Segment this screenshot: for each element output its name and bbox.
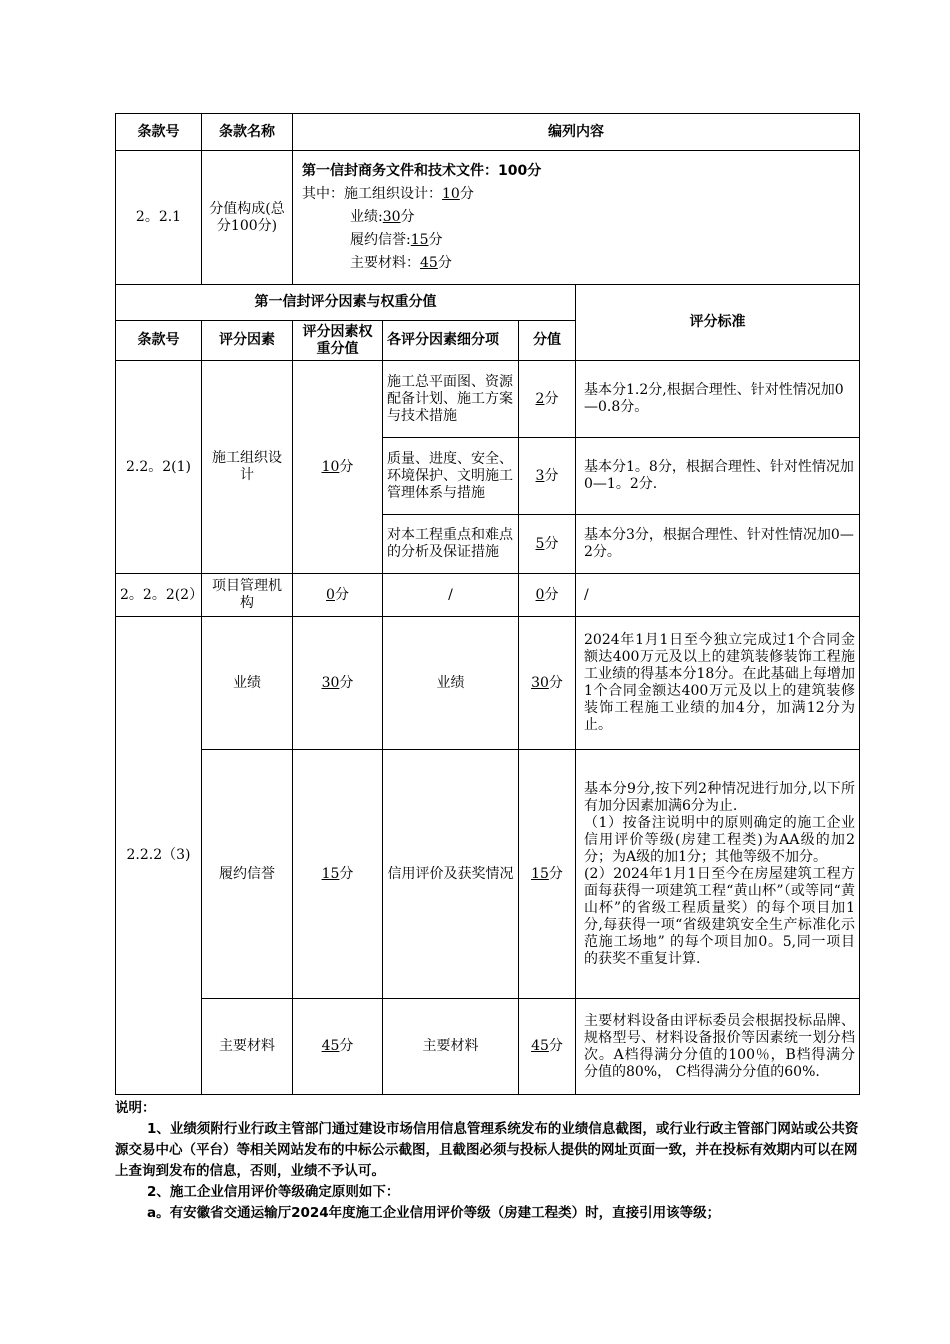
factor-name: 履约信誉 <box>202 750 293 999</box>
composition-line-3: 履约信誉:15分 <box>350 232 443 248</box>
criteria-text: 基本分1.2分,根据合理性、针对性情况加0—0.8分。 <box>576 361 860 438</box>
header-clause-name: 条款名称 <box>202 114 293 151</box>
criteria-text: 主要材料设备由评标委员会根据投标品牌、规格型号、材料设备报价等因素统一划分档次。A档得满分分值的100％，B档得满分分值的80%， C档得满分分值的60%. <box>576 999 860 1095</box>
criteria-header: 评分标准 <box>576 285 860 361</box>
subitem-name: 施工总平面图、资源配备计划、施工方案与技术措施 <box>383 361 519 438</box>
clause-number: 2.2.2（3) <box>116 617 202 1095</box>
clause-number: 2.2。2(1) <box>116 361 202 574</box>
table-row <box>116 617 860 750</box>
subitem-score: 15分 <box>519 750 576 999</box>
factor-weight: 30分 <box>293 617 383 750</box>
subitem-score: 2分 <box>519 361 576 438</box>
subheader-subitem: 各评分因素细分项 <box>383 321 519 361</box>
note-paragraph-1: 1、业绩须附行业行政主管部门通过建设市场信用信息管理系统发布的业绩信息截图，或行业行政主管部门网站或公共资源交易中心（平台）等相关网站发布的中标公示截图，且截图必须与投标人提供的网址页面一致，并在投标有效期内可以在网上查询到发布的信息，否则，业绩不予认可。 <box>115 1121 859 1179</box>
criteria-text: 基本分1。8分，根据合理性、针对性情况加0—1。2分. <box>576 438 860 515</box>
clause-number: 2。2.1 <box>116 151 202 285</box>
table-row <box>116 574 860 617</box>
factor-weight: 15分 <box>293 750 383 999</box>
factor-name: 施工组织设计 <box>202 361 293 574</box>
factor-name: 业绩 <box>202 617 293 750</box>
composition-title: 第一信封商务文件和技术文件：100分 <box>302 163 542 179</box>
subitem-score: 30分 <box>519 617 576 750</box>
table-row <box>116 361 860 438</box>
composition-line-2: 业绩:30分 <box>350 209 415 225</box>
factor-weight: 45分 <box>293 999 383 1095</box>
criteria-text: 基本分9分,按下列2种情况进行加分,以下所有加分因素加满6分为止. （1）按备注说明中的原则确定的施工企业信用评价等级(房建工程类)为AA级的加2分；为A级的加1分；其他等级不加分。 (2）2024年1月1日至今在房屋建筑工程方面每获得一项建筑工程“黄山杯”（或等同“黄山杯”的省级工程质量奖）的每个项目加1分,每获得一项“省级建筑安全生产标准化示范施工场地” 的每个项目加0。5,同一项目的获奖不重复计算. <box>576 750 860 999</box>
header-content: 编列内容 <box>293 114 860 151</box>
subitem-name: 主要材料 <box>383 999 519 1095</box>
subitem-name: 质量、进度、安全、环境保护、文明施工管理体系与措施 <box>383 438 519 515</box>
clause-number: 2。2。2(2） <box>116 574 202 617</box>
composition-line-1: 其中：施工组织设计：10分 <box>302 186 474 202</box>
note-paragraph-3: a。有安徽省交通运输厅2024年度施工企业信用评价等级（房建工程类）时，直接引用该等级； <box>147 1205 721 1221</box>
section-header-row <box>116 285 860 321</box>
composition-line-4: 主要材料：45分 <box>350 255 452 271</box>
subheader-clause-number: 条款号 <box>116 321 202 361</box>
scoring-table <box>115 113 860 1095</box>
header-row <box>116 114 860 151</box>
factor-weight: 0分 <box>293 574 383 617</box>
factor-name: 项目管理机构 <box>202 574 293 617</box>
subitem-name: 信用评价及获奖情况 <box>383 750 519 999</box>
notes-title: 说明： <box>115 1100 156 1116</box>
factor-weight: 10分 <box>293 361 383 574</box>
note-paragraph-2: 2、施工企业信用评价等级确定原则如下： <box>147 1184 400 1200</box>
subitem-name: 对本工程重点和难点的分析及保证措施 <box>383 515 519 574</box>
notes-section <box>115 1098 859 1224</box>
subheader-weight: 评分因素权重分值 <box>293 321 383 361</box>
criteria-text: / <box>576 574 860 617</box>
subitem-score: 0分 <box>519 574 576 617</box>
row-score-composition <box>116 151 860 285</box>
table-row <box>116 750 860 999</box>
clause-name: 分值构成(总分100分) <box>202 151 293 285</box>
table-row <box>116 999 860 1095</box>
subheader-factor: 评分因素 <box>202 321 293 361</box>
subitem-name: / <box>383 574 519 617</box>
composition-content <box>293 151 860 285</box>
subitem-name: 业绩 <box>383 617 519 750</box>
section-title: 第一信封评分因素与权重分值 <box>116 285 576 321</box>
subitem-score: 45分 <box>519 999 576 1095</box>
header-clause-number: 条款号 <box>116 114 202 151</box>
factor-name: 主要材料 <box>202 999 293 1095</box>
subitem-score: 5分 <box>519 515 576 574</box>
subheader-score: 分值 <box>519 321 576 361</box>
criteria-text: 2024年1月1日至今独立完成过1个合同金额达400万元及以上的建筑装修装饰工程施工业绩的得基本分18分。在此基础上每增加1个合同金额达400万元及以上的建筑装修装饰工程施工业绩的加4分，加满12分为止。 <box>576 617 860 750</box>
criteria-text: 基本分3分，根据合理性、针对性情况加0—2分。 <box>576 515 860 574</box>
subitem-score: 3分 <box>519 438 576 515</box>
